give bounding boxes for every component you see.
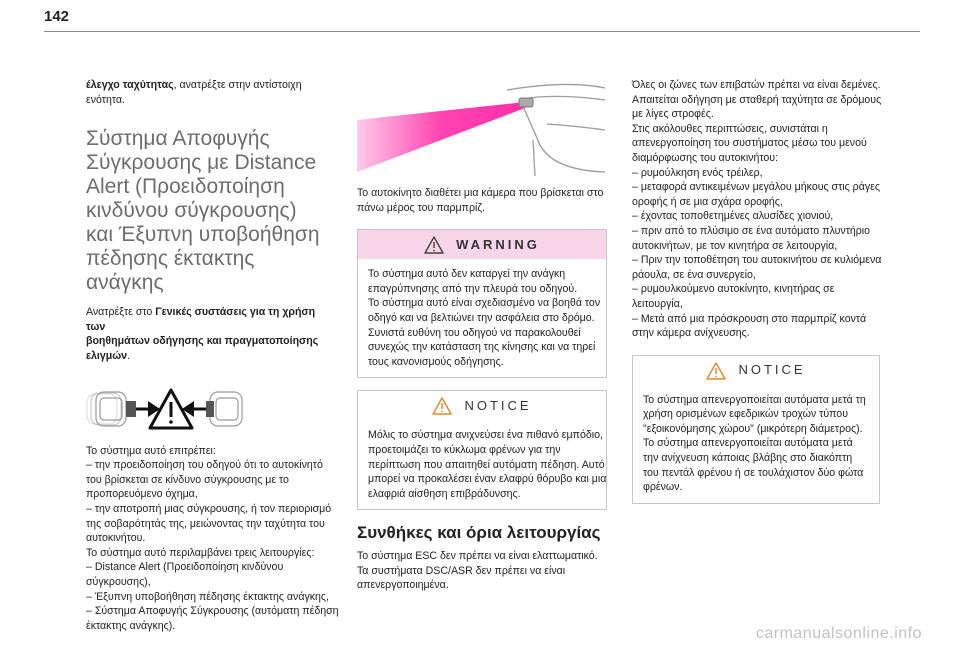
body-line: έκτακτης ανάγκης). [86, 619, 176, 632]
watermark: carmanualsonline.info [755, 625, 922, 642]
body-line: – Μετά από μια πρόσκρουση στο παρμπρίζ κοντά [632, 312, 867, 325]
warning-line: Το σύστημα αυτό δεν καταργεί την ανάγκη [368, 268, 566, 281]
body-line: – Σύστημα Αποφυγής Σύγκρουσης (αυτόματη πέδηση [86, 605, 339, 618]
body-line: απενεργοποίηση του συστήματος μέσω του μενού [632, 137, 867, 150]
warning-header [358, 230, 606, 259]
notice-line: χρήση ορισμένων εφεδρικών τροχών τύπου [643, 408, 848, 421]
body-line: με λίγες στροφές. [632, 108, 714, 121]
notice-line: Το σύστημα απενεργοποιείται αυτόματα μετά [643, 437, 853, 450]
notice-line: "εξοικονόμησης χώρου" (μικρότερη διάμετρος). [643, 422, 863, 435]
body-line: λειτουργία, [632, 297, 683, 310]
warning-line: Συνιστά ευθύνη του οδηγού να παρακολουθεί [368, 326, 581, 339]
section-title [86, 127, 331, 295]
warning-line: επαγρύπνησης από την πλευρά του οδηγού. [368, 282, 578, 295]
notice-text [368, 428, 607, 501]
conditions-line: απενεργοποιημένα. [357, 579, 449, 592]
caution-triangle-icon [432, 397, 452, 415]
conditions-text [357, 549, 607, 593]
column-3 [632, 78, 880, 504]
notice-label: NOTICE [738, 362, 806, 378]
warning-line: τους κανονισμούς οδήγησης. [368, 355, 504, 368]
notice-line: Μόλις το σύστημα ανιχνεύσει ένα πιθανό εμπόδιο, [368, 429, 603, 442]
notice-header [358, 391, 606, 420]
body-line: αυτοκινήτου. [86, 532, 146, 545]
caption-line: πάνω μέρος του παρμπρίζ. [357, 201, 485, 214]
notice-line: Το σύστημα απενεργοποιείται αυτόματα μετά τη [643, 393, 866, 406]
conditions-heading: Συνθήκες και όρια λειτουργίας [357, 523, 601, 543]
notice-line: ελαφριά αίσθηση επιβράδυνσης. [368, 487, 521, 500]
intro-line: ενότητα. [86, 93, 125, 106]
conditions-line: Το σύστημα ESC δεν πρέπει να είναι ελαττωματικό. [357, 549, 598, 562]
body-line: – Έξυπνη υποβοήθηση πέδησης έκτακτης ανάγκης, [86, 590, 329, 603]
warning-label: WARNING [456, 236, 540, 252]
title-line: Alert (Προειδοποίηση [86, 175, 285, 199]
notice-line: μπορεί να προκαλέσει έναν ελαφρύ θόρυβο και μια [368, 473, 607, 486]
body-line: Το σύστημα αυτό περιλαμβάνει τρεις λειτουργίες: [86, 546, 315, 559]
notice-box [632, 355, 880, 504]
body-line: Το σύστημα αυτό επιτρέπει: [86, 444, 216, 457]
title-line: Σύστημα Αποφυγής [86, 127, 270, 151]
body-line: – ρυμουλκούμενο αυτοκίνητο, κινητήρας σε [632, 283, 835, 296]
body-line: Στις ακόλουθες περιπτώσεις, συνιστάται η [632, 122, 828, 135]
body-line: αυτοκινήτων, με τον κινητήρα σε λειτουργία, [632, 239, 838, 252]
ref-prefix: Ανατρέξτε στο [86, 306, 156, 319]
body-line: ράουλα, σε ένα συνεργείο, [632, 268, 756, 281]
ref-suffix: . [127, 349, 131, 362]
warning-line: Το σύστημα αυτό είναι σχεδιασμένο να βοηθά τον [368, 297, 601, 310]
top-rule [44, 31, 920, 32]
body-line: οροφής ή σε μια σχάρα οροφής, [632, 195, 783, 208]
warning-line: συνεχώς την κατάσταση της κίνησης και να τηρεί [368, 341, 596, 354]
body-line: – πριν από το πλύσιμο σε ένα αυτόματο πλυντήριο [632, 224, 871, 237]
warning-triangle-icon [424, 236, 444, 254]
caption-line: Το αυτοκίνητο διαθέτει μια κάμερα που βρίσκεται στο [357, 187, 604, 199]
body-line: προπορευόμενο όχημα, [86, 488, 198, 501]
collision-warning-icon [86, 386, 256, 432]
notice-line: την ανίχνευση κάποιας βλάβης στο διακόπτη [643, 452, 853, 465]
body-text [632, 78, 880, 341]
page-number: 142 [44, 8, 70, 25]
notice-line: του πεντάλ φρένου ή σε τουλάχιστον δύο φώτα [643, 466, 864, 479]
title-line: πέδησης έκτακτης ανάγκης [86, 247, 255, 295]
notice-box [357, 390, 607, 510]
notice-line: περίπτωση που απαιτηθεί αυτόματη πέδηση. Αυτό [368, 458, 605, 471]
body-line: Όλες οι ζώνες των επιβατών πρέπει να είναι δεμένες. [632, 79, 881, 91]
windscreen-camera-illustration [357, 80, 607, 176]
figure-caption [357, 186, 607, 215]
notice-text [643, 393, 869, 495]
body-line: – ρυμούλκηση ενός τρέιλερ, [632, 166, 763, 179]
ref-bold: ελιγμών [86, 349, 128, 362]
body-line: του βρίσκεται σε κίνδυνο σύγκρουσης με το [86, 473, 289, 486]
column-2 [357, 80, 607, 593]
body-text [86, 444, 339, 634]
conditions-line: Τα συστήματα DSC/ASR δεν πρέπει να είναι [357, 564, 566, 577]
ref-bold: βοηθημάτων οδήγησης και πραγματοποίησης [86, 335, 319, 348]
body-line: – την αποτροπή μιας σύγκρουσης, ή τον περιορισμό [86, 502, 332, 515]
body-line: διαμόρφωσης του αυτοκινήτου: [632, 151, 779, 164]
body-line: Απαιτείται οδήγηση με σταθερή ταχύτητα σε δρόμους [632, 93, 882, 106]
title-line: κινδύνου σύγκρουσης) [86, 199, 297, 223]
warning-text [368, 267, 601, 369]
title-line: Σύγκρουσης με Distance [86, 151, 317, 175]
intro-paragraph [86, 78, 331, 107]
column-1 [86, 78, 339, 633]
notice-label: NOTICE [464, 398, 532, 414]
body-line: της σοβαρότητάς της, μειώνοντας την ταχύτητα του [86, 517, 325, 530]
body-line: – Πριν την τοποθέτηση του αυτοκινήτου σε κυλιόμενα [632, 254, 882, 267]
body-line: – την προειδοποίηση του οδηγού ότι το αυτοκίνητό [86, 459, 323, 472]
notice-header [633, 356, 879, 385]
warning-box [357, 229, 607, 378]
reference-paragraph [86, 305, 331, 363]
warning-line: οδηγό και να βελτιώνει την ασφάλεια στο δρόμο. [368, 311, 595, 324]
intro-line: , ανατρέξτε στην αντίστοιχη [173, 79, 302, 91]
notice-line: προετοιμάζει το κύκλωμα φρένων για την [368, 443, 561, 456]
title-line: και Έξυπνη υποβοήθηση [86, 223, 320, 247]
intro-bold: έλεγχο ταχύτητας [86, 79, 174, 91]
body-line: – μεταφορά αντικειμένων μεγάλου μήκους στις ράγες [632, 181, 880, 194]
caution-triangle-icon [706, 362, 726, 380]
body-line: – Distance Alert (Προειδοποίηση κινδύνου [86, 561, 284, 574]
body-line: – έχοντας τοποθετημένες αλυσίδες χιονιού, [632, 210, 834, 223]
notice-line: φρένων. [643, 481, 683, 494]
body-line: σύγκρουσης), [86, 575, 151, 588]
body-line: στην κάμερα ανίχνευσης. [632, 327, 750, 340]
ref-bold: Γενικές συστάσεις για τη χρήση των [86, 306, 316, 333]
